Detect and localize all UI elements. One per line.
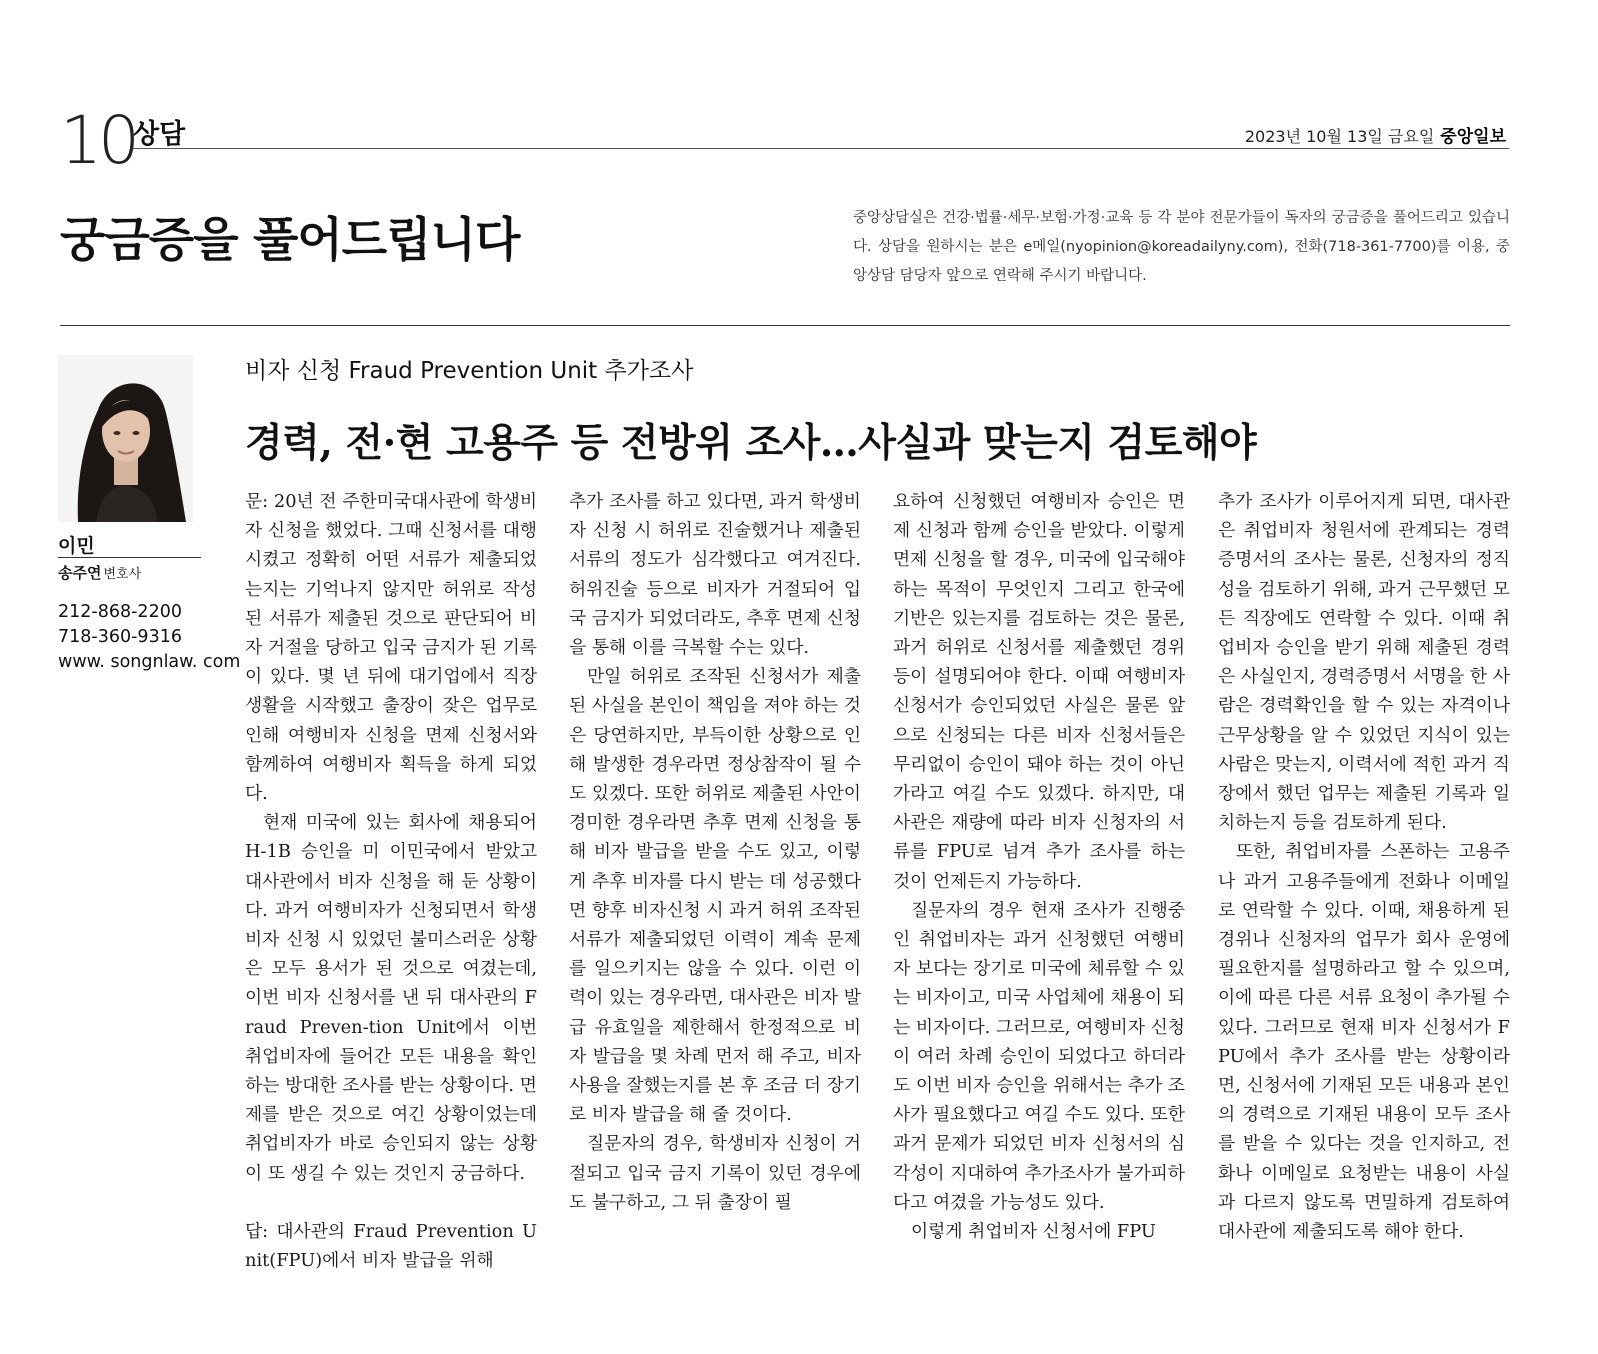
- article-column-4: [1218, 487, 1510, 1317]
- body-paragraph: 만일 허위로 조작된 신청서가 제출된 사실을 본인이 책임을 져야 하는 것은 당연하지만, 부득이한 상황으로 인해 발생한 경우라면 정상참작이 될 수도 있겠다. 또한 허위로 제출된 사안이 경미한 경우라면 추후 면제 신청을 통해 비자 발급을 받을 수도 있고, 이렇게 추후 비자를 다시 받는 데 성공했다면 향후 비자신청 시 과거 허위 조작된 서류가 제출되었던 이력이 계속 문제를 일으키지는 않을 수 있다. 이런 이력이 있는 경우라면, 대사관은 비자 발급 유효일을 제한해서 한정적으로 비자 발급을 몇 차례 먼저 해 주고, 비자 사용을 잘했는지를 본 후 조금 더 장기로 비자 발급을 해 줄 것이다.: [569, 666, 861, 1126]
- question-paragraph: 문: 20년 전 주한미국대사관에 학생비자 신청을 했었다. 그때 신청서를 대행시켰고 정확히 어떤 서류가 제출되었는지는 기억나지 않지만 허위로 작성된 서류가 제출된 것으로 판단되어 비자 거절을 당하고 입국 금지가 된 기록이 있다. 몇 년 뒤에 대기업에서 직장생활을 시작했고 출장이 잦은 업무로 인해 여행비자 신청을 면제 신청서와 함께하여 여행비자 획득을 하게 되었다.: [245, 491, 537, 805]
- author-name: 이민: [58, 535, 95, 557]
- body-paragraph: 질문자의 경우 현재 조사가 진행중인 취업비자는 과거 신청했던 여행비자 보다는 장기로 미국에 체류할 수 있는 비자이고, 미국 사업체에 채용이 되는 비자이다. 그러므로, 여행비자 신청이 여러 차례 승인이 되었다고 하더라도 이번 비자 승인을 위해서는 추가 조사가 필요했다고 여길 수도 있다. 또한 과거 문제가 되었던 비자 신청서의 심각성이 지대하여 추가조사가 불가피하다고 여겼을 가능성도 있다.: [893, 899, 1185, 1213]
- feature-intro: 중앙상담실은 건강·법률·세무·보험·가정·교육 등 각 분야 전문가들이 독자의 궁금증을 풀어드리고 있습니다. 상담을 원하시는 분은 e메일(nyopinion@koreadailyny.com), 전화(718-361-7700)를 이용, 중앙상담 담당자 앞으로 연락해 주시기 바랍니다.: [853, 210, 1510, 284]
- body-paragraph: 요하여 신청했던 여행비자 승인은 면제 신청과 함께 승인을 받았다. 이렇게 면제 신청을 할 경우, 미국에 입국해야 하는 목적이 무엇인지 그리고 한국에 기반은 있는지를 검토하는 것은 물론, 과거 허위로 신청서를 제출했던 경위 등이 설명되어야 한다. 이때 여행비자 신청서가 승인되었던 사실은 물론 앞으로 신청되는 다른 비자 신청서들은 무리없이 승인이 돼야 하는 것이 아닌가라고 여길 수도 있겠다. 하지만, 대사관은 재량에 따라 비자 신청자의 서류를 FPU로 넘겨 추가 조사를 하는 것이 언제든지 가능하다.: [893, 491, 1185, 892]
- body-paragraph: 추가 조사를 하고 있다면, 과거 학생비자 신청 시 허위로 진술했거나 제출된 서류의 정도가 심각했다고 여겨진다. 허위진술 등으로 비자가 거절되어 입국 금지가 되었더라도, 추후 면제 신청을 통해 이를 극복할 수는 있다.: [569, 491, 861, 659]
- lawyer-full-name: 송주연: [58, 564, 102, 582]
- author-rule: [58, 557, 201, 558]
- section-name: 상담: [133, 119, 186, 150]
- website-link[interactable]: www. songnlaw. com: [58, 652, 241, 672]
- dateline: [1245, 122, 1506, 147]
- article-column-1: [245, 487, 537, 1317]
- article-column-2: [569, 487, 861, 1317]
- article-column-3: [893, 487, 1185, 1317]
- body-paragraph: 또한, 취업비자를 스폰하는 고용주나 과거 고용주들에게 전화나 이메일로 연락할 수 있다. 이때, 채용하게 된 경위나 신청자의 업무가 회사 운영에 필요한지를 설명하라고 할 수 있으며, 이에 따른 다른 서류 요청이 추가될 수 있다. 그러므로 현재 비자 신청서가 FPU에서 추가 조사를 받는 상황이라면, 신청서에 기재된 모든 내용과 본인의 경력으로 기재된 내용이 모두 조사를 받을 수 있다는 것을 인지하고, 전화나 이메일로 요청받는 내용이 사실과 다르지 않도록 면밀하게 검토하여 대사관에 제출되도록 해야 한다.: [1218, 841, 1510, 1243]
- lawyer-name: [58, 562, 141, 583]
- header-rule: [133, 148, 1509, 149]
- contact-info: [58, 600, 240, 675]
- author-photo: [58, 355, 193, 522]
- phone-1: 212-868-2200: [58, 602, 182, 622]
- answer-paragraph: 답: 대사관의 Fraud Prevention Unit(FPU)에서 비자 발급을 위해: [245, 1220, 537, 1272]
- page-number: 10: [60, 102, 136, 179]
- feature-title: 궁금증을 풀어드립니다: [60, 213, 520, 268]
- question-paragraph-2: 현재 미국에 있는 회사에 채용되어 H-1B 승인을 미 이민국에서 받았고 대사관에서 비자 신청을 해 둔 상황이다. 과거 여행비자가 신청되면서 학생비자 신청 시 있었던 불미스러운 상황은 모두 용서가 된 것으로 여겼는데, 이번 비자 신청서를 낸 뒤 대사관의 Fraud Preven-tion Unit에서 이번 취업비자에 들어간 모든 내용을 확인하는 방대한 조사를 받는 상황이다. 면제를 받은 것으로 여긴 상황이었는데 취업비자가 바로 승인되지 않는 상황이 또 생길 수 있는 것인지 궁금하다.: [245, 812, 537, 1184]
- phone-2: 718-360-9316: [58, 627, 182, 647]
- portrait-image: [58, 355, 193, 522]
- issue-date: 2023년 10월 13일 금요일: [1244, 127, 1435, 146]
- body-paragraph: 추가 조사가 이루어지게 되면, 대사관은 취업비자 청원서에 관계되는 경력증명서의 조사는 물론, 신청자의 정직성을 검토하기 위해, 과거 근무했던 모든 직장에도 연락할 수 있다. 이때 취업비자 승인을 받기 위해 제출된 경력은 사실인지, 경력증명서 서명을 한 사람은 경력확인을 할 수 있는 자격이나 근무상황을 알 수 있었던 지식이 있는 사람은 맞는지, 이력서에 적힌 과거 직장에서 했던 업무는 제출된 기록과 일치하는지 등을 검토하게 된다.: [1218, 491, 1510, 834]
- article-subtitle: 비자 신청 Fraud Prevention Unit 추가조사: [245, 358, 694, 384]
- body-paragraph: 질문자의 경우, 학생비자 신청이 거절되고 입국 금지 기록이 있던 경우에도 불구하고, 그 뒤 출장이 필: [569, 1133, 861, 1213]
- publication-logo: 중앙일보: [1440, 127, 1506, 147]
- lawyer-role: 변호사: [103, 567, 142, 582]
- body-paragraph: 이렇게 취업비자 신청서에 FPU: [911, 1221, 1156, 1243]
- section-divider: [60, 325, 1510, 326]
- article-headline: 경력, 전·현 고용주 등 전방위 조사…사실과 맞는지 검토해야: [245, 420, 1257, 466]
